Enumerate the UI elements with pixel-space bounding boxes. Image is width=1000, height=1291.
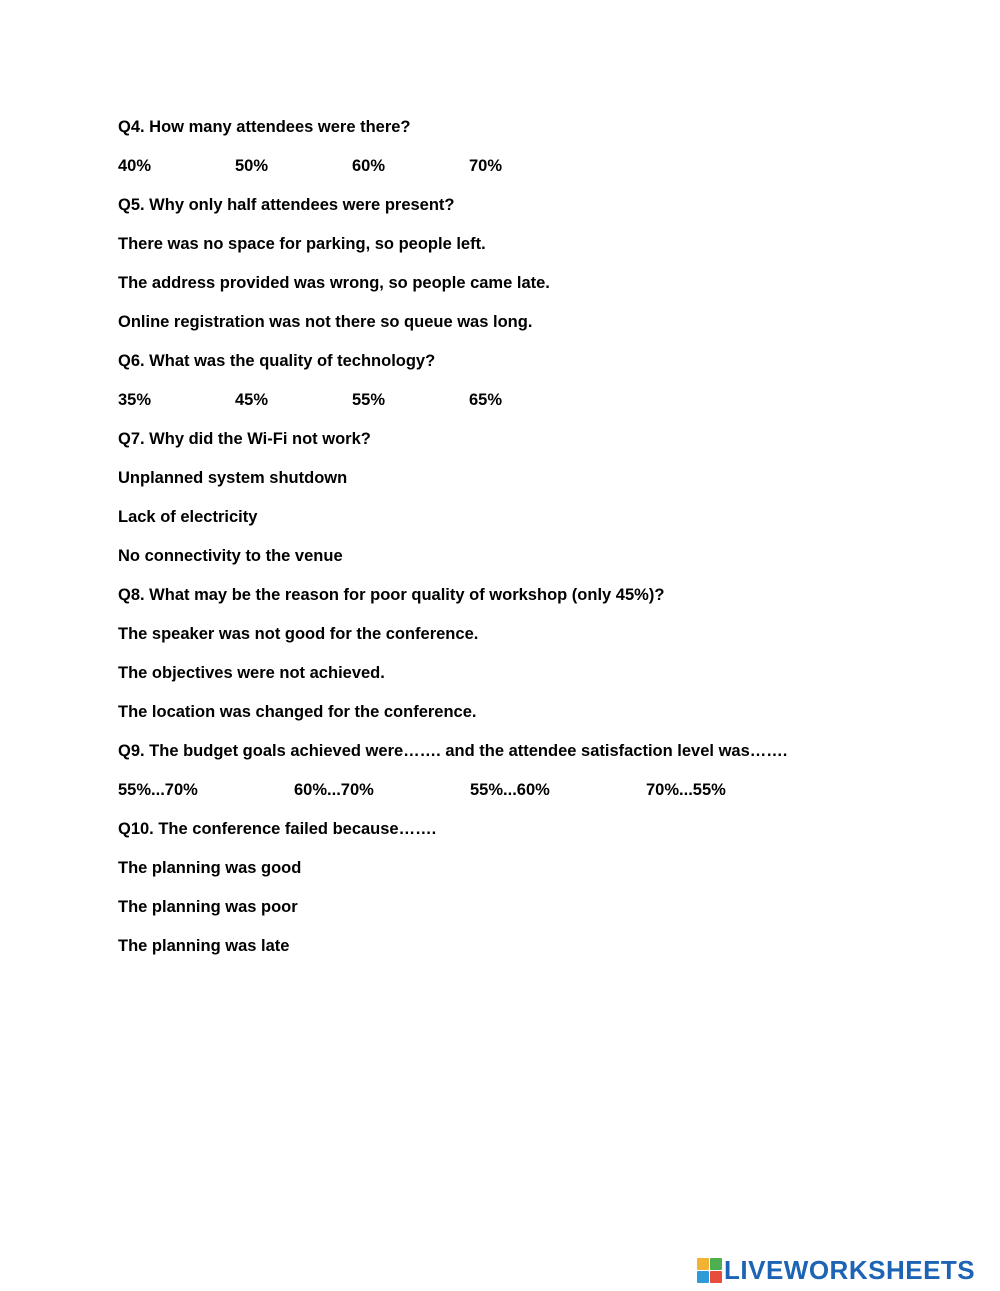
liveworksheets-logo-icon <box>697 1258 721 1282</box>
logo-square-1 <box>697 1258 709 1270</box>
option-q5-c[interactable]: Online registration was not there so queue was long. <box>118 313 533 331</box>
option-q9-d[interactable]: 70%...55% <box>646 781 726 799</box>
option-q5-a[interactable]: There was no space for parking, so people left. <box>118 235 486 253</box>
option-q5-b[interactable]: The address provided was wrong, so people came late. <box>118 274 550 292</box>
option-q6-c[interactable]: 55% <box>352 391 386 409</box>
option-q4-a[interactable]: 40% <box>118 157 152 175</box>
option-q4-d[interactable]: 70% <box>469 157 503 175</box>
worksheet-content <box>118 117 978 975</box>
question-q8: Q8. What may be the reason for poor quality of workshop (only 45%)? <box>118 586 665 604</box>
option-q10-b[interactable]: The planning was poor <box>118 898 298 916</box>
option-q9-c[interactable]: 55%...60% <box>470 781 550 799</box>
question-q7: Q7. Why did the Wi-Fi not work? <box>118 430 371 448</box>
option-q6-a[interactable]: 35% <box>118 391 152 409</box>
question-q6: Q6. What was the quality of technology? <box>118 352 436 370</box>
option-q9-b[interactable]: 60%...70% <box>294 781 374 799</box>
option-q10-a[interactable]: The planning was good <box>118 859 302 877</box>
option-q7-b[interactable]: Lack of electricity <box>118 508 258 526</box>
option-q6-b[interactable]: 45% <box>235 391 269 409</box>
option-q8-c[interactable]: The location was changed for the conference. <box>118 703 477 721</box>
logo-square-3 <box>697 1271 709 1283</box>
logo-square-4 <box>710 1271 722 1283</box>
logo-text: LIVEWORKSHEETS <box>724 1255 976 1285</box>
option-q7-c[interactable]: No connectivity to the venue <box>118 547 343 565</box>
option-q9-a[interactable]: 55%...70% <box>118 781 198 799</box>
question-q10: Q10. The conference failed because……. <box>118 820 437 838</box>
logo-square-2 <box>710 1258 722 1270</box>
options-q6 <box>118 390 978 429</box>
option-q8-b[interactable]: The objectives were not achieved. <box>118 664 385 682</box>
question-q9: Q9. The budget goals achieved were……. and the attendee satisfaction level was……. <box>118 742 788 760</box>
option-q7-a[interactable]: Unplanned system shutdown <box>118 469 348 487</box>
question-q5: Q5. Why only half attendees were present? <box>118 196 455 214</box>
option-q8-a[interactable]: The speaker was not good for the conference. <box>118 625 479 643</box>
option-q4-b[interactable]: 50% <box>235 157 269 175</box>
option-q6-d[interactable]: 65% <box>469 391 503 409</box>
liveworksheets-logo <box>697 1255 975 1285</box>
question-q4: Q4. How many attendees were there? <box>118 118 411 136</box>
options-q9 <box>118 780 978 819</box>
option-q4-c[interactable]: 60% <box>352 157 386 175</box>
options-q4 <box>118 156 978 195</box>
option-q10-c[interactable]: The planning was late <box>118 937 290 955</box>
